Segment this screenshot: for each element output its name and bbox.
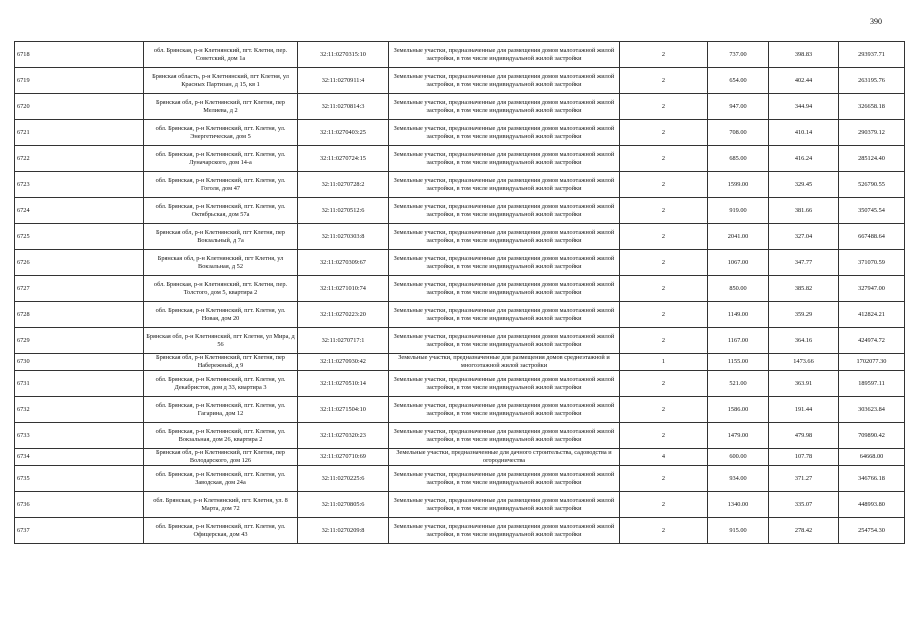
specific-value-cell: 359.29 <box>769 302 839 328</box>
area-cell: 919.00 <box>708 198 769 224</box>
row-number: 6727 <box>15 276 144 302</box>
cadastral-value-cell: 254754.30 <box>839 518 905 544</box>
row-number: 6720 <box>15 94 144 120</box>
land-use-cell: Земельные участки, предназначенные для размещения домов малоэтажной жилой застройки, в том числе индивидуальной жилой застройки <box>389 94 620 120</box>
category-cell: 2 <box>620 302 708 328</box>
land-use-cell: Земельные участки, предназначенные для размещения домов малоэтажной жилой застройки, в том числе индивидуальной жилой застройки <box>389 302 620 328</box>
specific-value-cell: 371.27 <box>769 466 839 492</box>
cadastral-number-cell: 32:11:0270223:20 <box>298 302 389 328</box>
address-cell: обл. Брянская, р-н Клетнянский, пгт. Клетня, ул. Декабристов, дом д 33, квартира 3 <box>144 371 298 397</box>
specific-value-cell: 107.78 <box>769 449 839 466</box>
cadastral-number-cell: 32:11:0271010:74 <box>298 276 389 302</box>
row-number: 6730 <box>15 354 144 371</box>
area-cell: 600.00 <box>708 449 769 466</box>
address-cell: Брянская обл, р-н Клетнянский, пгт Клетня, пер Володарского, дом 126 <box>144 449 298 466</box>
address-cell: Брянская обл, р-н Клетнянский, пгт Клетня, пер Мелиева, д 2 <box>144 94 298 120</box>
table-row <box>15 423 905 449</box>
cadastral-value-cell: 709890.42 <box>839 423 905 449</box>
cadastral-number-cell: 32:11:0270710:69 <box>298 449 389 466</box>
area-cell: 685.00 <box>708 146 769 172</box>
table-row <box>15 250 905 276</box>
cadastral-number-cell: 32:11:0270315:10 <box>298 42 389 68</box>
cadastral-number-cell: 32:11:0270225:6 <box>298 466 389 492</box>
area-cell: 1067.00 <box>708 250 769 276</box>
page-number: 390 <box>870 17 882 26</box>
row-number: 6731 <box>15 371 144 397</box>
area-cell: 1599.00 <box>708 172 769 198</box>
area-cell: 1479.00 <box>708 423 769 449</box>
address-cell: Брянская область, р-н Клетнянский, пгт Клетня, ул Красных Партизан, д 15, кв 1 <box>144 68 298 94</box>
land-use-cell: Земельные участки, предназначенные для размещения домов малоэтажной жилой застройки, в том числе индивидуальной жилой застройки <box>389 276 620 302</box>
category-cell: 2 <box>620 224 708 250</box>
cadastral-value-cell: 189597.11 <box>839 371 905 397</box>
address-cell: обл. Брянская, р-н Клетнянский, пгт. Клетня, ул. Новая, дом 20 <box>144 302 298 328</box>
area-cell: 1155.00 <box>708 354 769 371</box>
row-number: 6729 <box>15 328 144 354</box>
cadastral-value-cell: 350745.54 <box>839 198 905 224</box>
area-cell: 654.00 <box>708 68 769 94</box>
cadastral-value-cell: 285124.40 <box>839 146 905 172</box>
category-cell: 2 <box>620 250 708 276</box>
specific-value-cell: 344.94 <box>769 94 839 120</box>
table-row <box>15 466 905 492</box>
specific-value-cell: 402.44 <box>769 68 839 94</box>
row-number: 6736 <box>15 492 144 518</box>
cadastral-value-cell: 526790.55 <box>839 172 905 198</box>
cadastral-number-cell: 32:11:0270724:15 <box>298 146 389 172</box>
area-cell: 915.00 <box>708 518 769 544</box>
row-number: 6728 <box>15 302 144 328</box>
table-row <box>15 397 905 423</box>
cadastral-number-cell: 32:11:0270510:14 <box>298 371 389 397</box>
cadastral-value-cell: 290379.12 <box>839 120 905 146</box>
category-cell: 2 <box>620 172 708 198</box>
cadastral-value-cell: 424974.72 <box>839 328 905 354</box>
row-number: 6725 <box>15 224 144 250</box>
address-cell: Брянская обл, р-н Клетнянский, пгт Клетня, пер Набережный, д 9 <box>144 354 298 371</box>
cadastral-value-cell: 371070.59 <box>839 250 905 276</box>
address-cell: обл. Брянская, р-н Клетнянский, пгт. Клетня, ул. Вокзальная, дом 26, квартира 2 <box>144 423 298 449</box>
table-row <box>15 42 905 68</box>
address-cell: обл. Брянская, р-н Клетнянский, пгт. Клетня, ул. Октябрьская, дом 57а <box>144 198 298 224</box>
table-row <box>15 198 905 224</box>
table-row <box>15 354 905 371</box>
row-number: 6734 <box>15 449 144 466</box>
row-number: 6733 <box>15 423 144 449</box>
specific-value-cell: 385.82 <box>769 276 839 302</box>
land-use-cell: Земельные участки, предназначенные для размещения домов малоэтажной жилой застройки, в том числе индивидуальной жилой застройки <box>389 42 620 68</box>
table-row <box>15 94 905 120</box>
cadastral-number-cell: 32:11:0270930:42 <box>298 354 389 371</box>
table-row <box>15 302 905 328</box>
category-cell: 2 <box>620 276 708 302</box>
specific-value-cell: 327.04 <box>769 224 839 250</box>
row-number: 6719 <box>15 68 144 94</box>
row-number: 6722 <box>15 146 144 172</box>
address-cell: обл. Брянская, р-н Клетнянский, пгт. Клетня, ул. Луначарского, дом 14-а <box>144 146 298 172</box>
area-cell: 1149.00 <box>708 302 769 328</box>
table-row <box>15 276 905 302</box>
land-use-cell: Земельные участки, предназначенные для размещения домов малоэтажной жилой застройки, в том числе индивидуальной жилой застройки <box>389 224 620 250</box>
table-row <box>15 328 905 354</box>
specific-value-cell: 363.91 <box>769 371 839 397</box>
area-cell: 850.00 <box>708 276 769 302</box>
cadastral-number-cell: 32:11:0270814:3 <box>298 94 389 120</box>
land-use-cell: Земельные участки, предназначенные для размещения домов малоэтажной жилой застройки, в том числе индивидуальной жилой застройки <box>389 492 620 518</box>
specific-value-cell: 329.45 <box>769 172 839 198</box>
category-cell: 2 <box>620 120 708 146</box>
cadastral-value-cell: 326658.18 <box>839 94 905 120</box>
category-cell: 2 <box>620 146 708 172</box>
cadastral-value-cell: 327947.00 <box>839 276 905 302</box>
table-row <box>15 146 905 172</box>
cadastral-value-cell: 412824.21 <box>839 302 905 328</box>
land-use-cell: Земельные участки, предназначенные для размещения домов малоэтажной жилой застройки, в том числе индивидуальной жилой застройки <box>389 423 620 449</box>
land-use-cell: Земельные участки, предназначенные для размещения домов малоэтажной жилой застройки, в том числе индивидуальной жилой застройки <box>389 172 620 198</box>
specific-value-cell: 410.14 <box>769 120 839 146</box>
category-cell: 2 <box>620 328 708 354</box>
area-cell: 947.00 <box>708 94 769 120</box>
table-row <box>15 518 905 544</box>
cadastral-number-cell: 32:11:0270209:8 <box>298 518 389 544</box>
cadastral-number-cell: 32:11:0270717:1 <box>298 328 389 354</box>
table-row <box>15 68 905 94</box>
row-number: 6726 <box>15 250 144 276</box>
category-cell: 2 <box>620 397 708 423</box>
land-use-cell: Земельные участки, предназначенные для размещения домов малоэтажной жилой застройки, в том числе индивидуальной жилой застройки <box>389 146 620 172</box>
category-cell: 2 <box>620 466 708 492</box>
cadastral-number-cell: 32:11:0270805:6 <box>298 492 389 518</box>
cadastral-number-cell: 32:11:0270512:6 <box>298 198 389 224</box>
category-cell: 2 <box>620 518 708 544</box>
table-row <box>15 492 905 518</box>
address-cell: обл. Брянская, р-н Клетнянский, пгт. Клетня, ул. 8 Марта, дом 72 <box>144 492 298 518</box>
address-cell: обл. Брянская, р-н Клетнянский, пгт. Клетня, ул. Гоголя, дом 47 <box>144 172 298 198</box>
address-cell: обл. Брянская, р-н Клетнянский, пгт. Клетня, пер. Толстого, дом 5, квартира 2 <box>144 276 298 302</box>
address-cell: обл. Брянская, р-н Клетнянский, пгт. Клетня, ул. Энергетическая, дом 5 <box>144 120 298 146</box>
area-cell: 521.00 <box>708 371 769 397</box>
cadastral-number-cell: 32:11:0270911:4 <box>298 68 389 94</box>
area-cell: 708.00 <box>708 120 769 146</box>
specific-value-cell: 335.07 <box>769 492 839 518</box>
specific-value-cell: 191.44 <box>769 397 839 423</box>
cadastral-value-cell: 448993.80 <box>839 492 905 518</box>
address-cell: обл. Брянская, р-н Клетнянский, пгт. Клетня, ул. Заводская, дом 24а <box>144 466 298 492</box>
address-cell: обл. Брянская, р-н Клетнянский, пгт. Клетня, ул. Офицерская, дом 43 <box>144 518 298 544</box>
category-cell: 2 <box>620 423 708 449</box>
address-cell: обл. Брянская, р-н Клетнянский, пгт. Клетня, ул. Гагарина, дом 12 <box>144 397 298 423</box>
area-cell: 1340.00 <box>708 492 769 518</box>
table-row <box>15 371 905 397</box>
table-row <box>15 120 905 146</box>
category-cell: 2 <box>620 371 708 397</box>
specific-value-cell: 1473.66 <box>769 354 839 371</box>
specific-value-cell: 278.42 <box>769 518 839 544</box>
address-cell: Брянская обл, р-н Клетнянский, пгт Клетня, ул Вокзальная, д 52 <box>144 250 298 276</box>
specific-value-cell: 416.24 <box>769 146 839 172</box>
cadastral-number-cell: 32:11:0270309:67 <box>298 250 389 276</box>
land-use-cell: Земельные участки, предназначенные для размещения домов малоэтажной жилой застройки, в том числе индивидуальной жилой застройки <box>389 466 620 492</box>
cadastral-value-cell: 64668.00 <box>839 449 905 466</box>
specific-value-cell: 479.98 <box>769 423 839 449</box>
land-use-cell: Земельные участки, предназначенные для размещения домов малоэтажной жилой застройки, в том числе индивидуальной жилой застройки <box>389 518 620 544</box>
category-cell: 2 <box>620 198 708 224</box>
specific-value-cell: 364.16 <box>769 328 839 354</box>
cadastral-value-cell: 263195.76 <box>839 68 905 94</box>
category-cell: 4 <box>620 449 708 466</box>
row-number: 6718 <box>15 42 144 68</box>
cadastral-value-cell: 1702077.30 <box>839 354 905 371</box>
area-cell: 934.00 <box>708 466 769 492</box>
land-use-cell: Земельные участки, предназначенные для дачного строительства, садоводства и огородничества <box>389 449 620 466</box>
address-cell: обл. Брянская, р-н Клетнянский, пгт. Клетня, пер. Советский, дом 1а <box>144 42 298 68</box>
table-row <box>15 449 905 466</box>
row-number: 6723 <box>15 172 144 198</box>
cadastral-value-cell: 303623.84 <box>839 397 905 423</box>
land-use-cell: Земельные участки, предназначенные для размещения домов малоэтажной жилой застройки, в том числе индивидуальной жилой застройки <box>389 120 620 146</box>
category-cell: 2 <box>620 42 708 68</box>
cadastral-number-cell: 32:11:0270728:2 <box>298 172 389 198</box>
cadastral-number-cell: 32:11:0271504:10 <box>298 397 389 423</box>
cadastral-number-cell: 32:11:0270303:8 <box>298 224 389 250</box>
area-cell: 1586.00 <box>708 397 769 423</box>
area-cell: 2041.00 <box>708 224 769 250</box>
cadastral-value-table <box>14 41 905 544</box>
row-number: 6721 <box>15 120 144 146</box>
cadastral-value-cell: 667488.64 <box>839 224 905 250</box>
category-cell: 2 <box>620 492 708 518</box>
land-use-cell: Земельные участки, предназначенные для размещения домов малоэтажной жилой застройки, в том числе индивидуальной жилой застройки <box>389 397 620 423</box>
row-number: 6735 <box>15 466 144 492</box>
land-use-cell: Земельные участки, предназначенные для размещения домов малоэтажной жилой застройки, в том числе индивидуальной жилой застройки <box>389 68 620 94</box>
cadastral-value-cell: 293937.71 <box>839 42 905 68</box>
row-number: 6732 <box>15 397 144 423</box>
land-use-cell: Земельные участки, предназначенные для размещения домов малоэтажной жилой застройки, в том числе индивидуальной жилой застройки <box>389 198 620 224</box>
table-row <box>15 224 905 250</box>
cadastral-value-cell: 346766.18 <box>839 466 905 492</box>
land-use-cell: Земельные участки, предназначенные для размещения домов малоэтажной жилой застройки, в том числе индивидуальной жилой застройки <box>389 371 620 397</box>
cadastral-number-cell: 32:11:0270403:25 <box>298 120 389 146</box>
land-use-cell: Земельные участки, предназначенные для размещения домов малоэтажной жилой застройки, в том числе индивидуальной жилой застройки <box>389 250 620 276</box>
category-cell: 1 <box>620 354 708 371</box>
category-cell: 2 <box>620 68 708 94</box>
address-cell: Брянская обл, р-н Клетнянский, пгт Клетня, пер Вокзальный, д 7а <box>144 224 298 250</box>
address-cell: Брянская обл, р-н Клетнянский, пгт Клетня, ул Мира, д 56 <box>144 328 298 354</box>
row-number: 6724 <box>15 198 144 224</box>
area-cell: 737.00 <box>708 42 769 68</box>
cadastral-number-cell: 32:11:0270320:23 <box>298 423 389 449</box>
specific-value-cell: 381.66 <box>769 198 839 224</box>
row-number: 6737 <box>15 518 144 544</box>
table-body <box>15 42 905 544</box>
table-row <box>15 172 905 198</box>
area-cell: 1167.00 <box>708 328 769 354</box>
category-cell: 2 <box>620 94 708 120</box>
specific-value-cell: 347.77 <box>769 250 839 276</box>
land-use-cell: Земельные участки, предназначенные для размещения домов малоэтажной жилой застройки, в том числе индивидуальной жилой застройки <box>389 328 620 354</box>
specific-value-cell: 398.83 <box>769 42 839 68</box>
land-use-cell: Земельные участки, предназначенные для размещения домов среднеэтажной и многоэтажной жилой застройки <box>389 354 620 371</box>
